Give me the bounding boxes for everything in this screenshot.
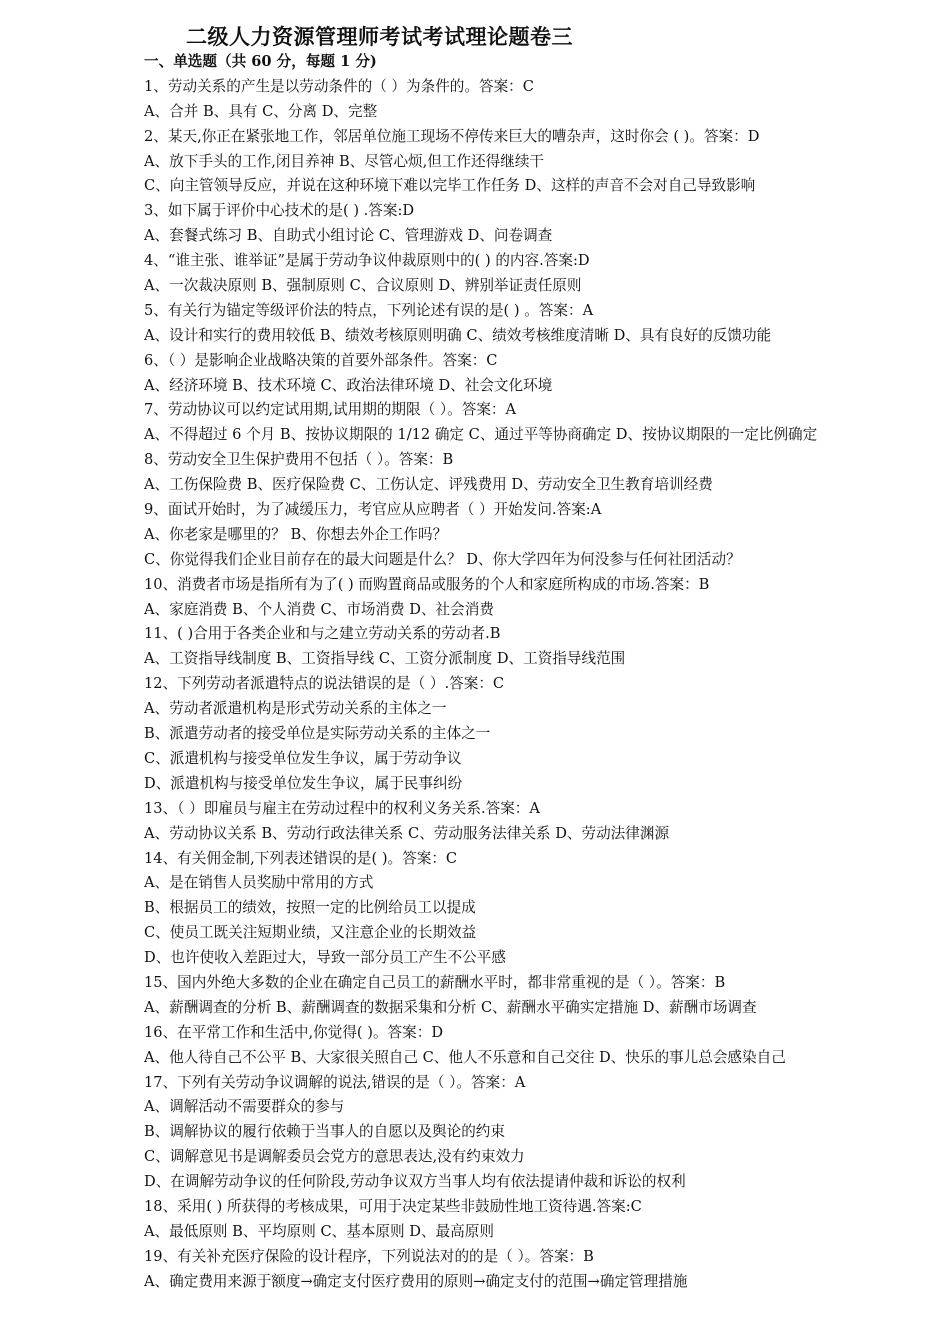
text-line: C、调解意见书是调解委员会党方的意思表达,没有约束效力 <box>144 1148 525 1166</box>
text-line: B、派遣劳动者的接受单位是实际劳动关系的主体之一 <box>144 725 491 743</box>
text-line: A、他人待自己不公平 B、大家很关照自己 C、他人不乐意和自己交往 D、快乐的事儿总会感染自己 <box>144 1048 786 1066</box>
text-line: 16、在平常工作和生活中,你觉得( )。答案：D <box>144 1023 444 1041</box>
text-line: A、经济环境 B、技术环境 C、政治法律环境 D、社会文化环境 <box>144 376 553 394</box>
text-line: 5、有关行为锚定等级评价法的特点，下列论述有误的是( ) 。答案：A <box>144 301 594 319</box>
text-line: 12、下列劳动者派遣特点的说法错误的是（ ）.答案：C <box>144 675 505 693</box>
text-line: 9、面试开始时，为了减缓压力，考官应从应聘者（ ）开始发问.答案:A <box>144 501 602 519</box>
text-line: A、设计和实行的费用较低 B、绩效考核原则明确 C、绩效考核维度清晰 D、具有良好的反馈功能 <box>144 326 772 344</box>
text-line: 4、“谁主张、谁举证”是属于劳动争议仲裁原则中的( ) 的内容.答案:D <box>144 252 590 270</box>
text-line: A、放下手头的工作,闭目养神 B、尽管心烦,但工作还得继续干 <box>144 152 545 170</box>
section-heading: 一、单选题（共 60 分，每题 1 分) <box>144 53 377 70</box>
text-line: A、套餐式练习 B、自助式小组讨论 C、管理游戏 D、问卷调查 <box>144 227 553 245</box>
text-line: A、劳动者派遣机构是形式劳动关系的主体之一 <box>144 700 447 718</box>
text-line: 17、下列有关劳动争议调解的说法,错误的是（ ）。答案：A <box>144 1073 526 1091</box>
text-line: A、薪酬调查的分析 B、薪酬调查的数据采集和分析 C、薪酬水平确实定措施 D、薪酬市场调查 <box>144 998 757 1016</box>
text-line: 8、劳动安全卫生保护费用不包括（ ）。答案：B <box>144 451 454 469</box>
document-body <box>144 50 944 1295</box>
text-line: 13、（ ）即雇员与雇主在劳动过程中的权利义务关系.答案：A <box>144 799 540 817</box>
text-line: 7、劳动协议可以约定试用期,试用期的期限（ ）。答案：A <box>144 401 517 419</box>
text-line: 14、有关佣金制,下列表述错误的是( )。答案：C <box>144 849 458 867</box>
text-line: C、向主管领导反应，并说在这种环境下难以完毕工作任务 D、这样的声音不会对自己导致影响 <box>144 177 756 195</box>
text-line: B、调解协议的履行依赖于当事人的自愿以及舆论的约束 <box>144 1123 505 1141</box>
text-line: A、是在销售人员奖励中常用的方式 <box>144 874 374 892</box>
text-line: 11、( )合用于各类企业和与之建立劳动关系的劳动者.B <box>144 625 501 643</box>
text-line: C、使员工既关注短期业绩，又注意企业的长期效益 <box>144 924 477 942</box>
text-line: A、劳动协议关系 B、劳动行政法律关系 C、劳动服务法律关系 D、劳动法律渊源 <box>144 824 670 842</box>
text-line: D、也许使收入差距过大，导致一部分员工产生不公平感 <box>144 949 506 967</box>
text-line: 2、某天,你正在紧张地工作，邻居单位施工现场不停传来巨大的嘈杂声，这时你会 ( )。答案：D <box>144 127 760 145</box>
text-line: A、调解活动不需要群众的参与 <box>144 1098 345 1116</box>
text-line: D、派遣机构与接受单位发生争议，属于民事纠纷 <box>144 774 463 792</box>
text-line: A、家庭消费 B、个人消费 C、市场消费 D、社会消费 <box>144 600 494 618</box>
text-line: 3、如下属于评价中心技术的是( ) .答案:D <box>144 202 415 220</box>
document-title: 二级人力资源管理师考试考试理论题卷三 <box>186 25 573 49</box>
text-line: A、一次裁决原则 B、强制原则 C、合议原则 D、辨别举证责任原则 <box>144 277 582 295</box>
text-line: A、合并 B、具有 C、分离 D、完整 <box>144 102 378 120</box>
text-line: A、工伤保险费 B、医疗保险费 C、工伤认定、评残费用 D、劳动安全卫生教育培训经费 <box>144 476 713 494</box>
text-line: 15、国内外绝大多数的企业在确定自己员工的薪酬水平时，都非常重视的是（ ）。答案：B <box>144 973 726 991</box>
text-line: 18、采用( ) 所获得的考核成果，可用于决定某些非鼓励性地工资待遇.答案:C <box>144 1197 642 1215</box>
text-line: B、根据员工的绩效，按照一定的比例给员工以提成 <box>144 899 476 917</box>
text-line: A、最低原则 B、平均原则 C、基本原则 D、最高原则 <box>144 1222 494 1240</box>
text-line: 10、消费者市场是指所有为了( ) 而购置商品或服务的个人和家庭所构成的市场.答案：B <box>144 575 710 593</box>
text-line: 19、有关补充医疗保险的设计程序，下列说法对的的是（ ）。答案：B <box>144 1247 594 1265</box>
text-line: A、不得超过 6 个月 B、按协议期限的 1/12 确定 C、通过平等协商确定 D、按协议期限的一定比例确定 <box>144 426 818 444</box>
text-line: 6、（ ）是影响企业战略决策的首要外部条件。答案：C <box>144 351 498 369</box>
text-line: A、确定费用来源于额度→确定支付医疗费用的原则→确定支付的范围→确定管理措施 <box>144 1272 688 1290</box>
text-line: D、在调解劳动争议的任何阶段,劳动争议双方当事人均有依法提请仲裁和诉讼的权利 <box>144 1173 686 1191</box>
text-line: C、你觉得我们企业目前存在的最大问题是什么？ D、你大学四年为何没参与任何社团活动？ <box>144 550 741 568</box>
text-line: A、你老家是哪里的？ B、你想去外企工作吗？ <box>144 525 448 543</box>
text-line: A、工资指导线制度 B、工资指导线 C、工资分派制度 D、工资指导线范围 <box>144 650 626 668</box>
text-line: 1、劳动关系的产生是以劳动条件的（ ）为条件的。答案：C <box>144 77 534 95</box>
text-line: C、派遣机构与接受单位发生争议，属于劳动争议 <box>144 749 462 767</box>
